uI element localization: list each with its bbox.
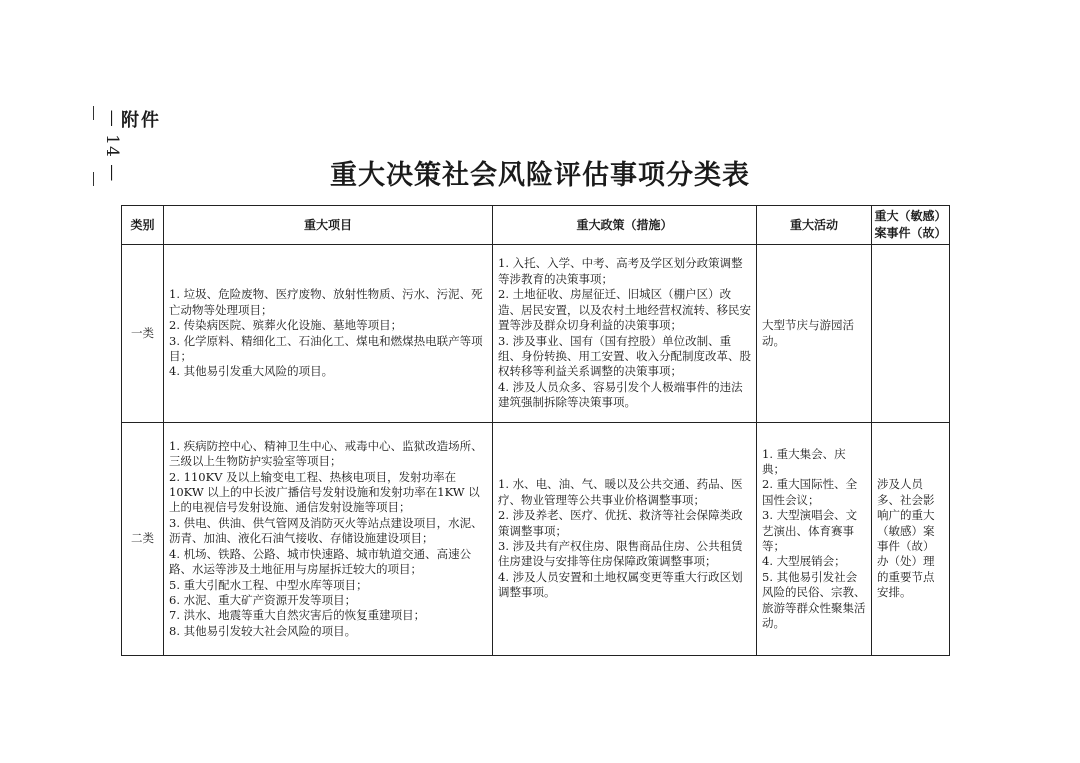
cell-line: 4. 大型展销会； <box>762 554 846 569</box>
cell-line: 3. 涉及共有产权住房、限售商品住房、公共租赁住房建设与安排等住房保障政策调整事项； <box>498 539 743 569</box>
cell-category: 一类 <box>122 245 164 423</box>
cell-line: 5. 其他易引发社会风险的民俗、宗教、旅游等群众性聚集活动。 <box>762 569 866 631</box>
cell-line: 1. 垃圾、危险废物、医疗废物、放射性物质、污水、污泥、死亡动物等处理项目； <box>169 287 483 317</box>
cell-line: 4. 其他易引发重大风险的项目。 <box>169 364 334 379</box>
cell-line: 3. 大型演唱会、文艺演出、体育赛事等； <box>762 508 858 553</box>
cell-line: 7. 洪水、地震等重大自然灾害后的恢复重建项目； <box>169 608 426 623</box>
cell-line: 4. 机场、铁路、公路、城市快速路、城市轨道交通、高速公路、水运等涉及土地征用与房屋拆迁较大的项目； <box>169 546 472 577</box>
header-policies: 重大政策（措施） <box>493 206 757 245</box>
cell-activities <box>757 245 872 423</box>
cell-line: 涉及人员多、社会影响广的重大（敏感）案事件（故）办（处）理的重要节点安排。 <box>877 477 935 600</box>
cell-line: 3. 涉及事业、国有（国有控股）单位改制、重组、身份转换、用工安置、收入分配制度改革、股权转移等利益关系调整的决策事项； <box>498 333 751 379</box>
cell-line: 1. 重大集会、庆典； <box>762 446 846 476</box>
cell-incidents <box>872 423 950 656</box>
attachment-label: 附件 <box>121 110 161 131</box>
risk-classification-table <box>121 205 950 656</box>
cell-policies <box>493 245 757 423</box>
table-header-row <box>122 206 950 245</box>
cell-line: 5. 重大引配水工程、中型水库等项目； <box>169 577 368 592</box>
cell-line: 3. 化学原料、精细化工、石油化工、煤电和燃煤热电联产等项目； <box>169 333 483 363</box>
cell-line: 1. 水、电、油、气、暖以及公共交通、药品、医疗、物业管理等公共事业价格调整事项； <box>498 477 743 507</box>
cell-line: 2. 涉及养老、医疗、优抚、救济等社会保障类政策调整事项； <box>498 508 743 538</box>
cell-activities <box>757 423 872 656</box>
cell-category: 二类 <box>122 423 164 656</box>
header-projects: 重大项目 <box>164 206 493 245</box>
page-number-dash-top <box>93 106 94 120</box>
cell-line: 2. 110KV 及以上输变电工程、热核电项目，发射功率在10KW 以上的中长波广播信号发射设施和发射功率在1KW 以上的电视信号发射设施、通信发射设施等项目； <box>169 469 480 515</box>
cell-line: 1. 入托、入学、中考、高考及学区划分政策调整等涉教育的决策事项； <box>498 256 743 286</box>
cell-line: 4. 涉及人员安置和土地权属变更等重大行政区划调整事项。 <box>498 569 743 600</box>
page-number-text: — 14 — <box>102 109 123 183</box>
header-incidents: 重大（敏感）案事件（故） <box>872 206 950 245</box>
cell-line: 3. 供电、供油、供气管网及消防灭火等站点建设项目，水泥、沥青、加油、液化石油气接收、存储设施建设项目； <box>169 515 483 546</box>
cell-line: 4. 涉及人员众多、容易引发个人极端事件的违法建筑强制拆除等决策事项。 <box>498 379 743 410</box>
header-activities: 重大活动 <box>757 206 872 245</box>
cell-line: 8. 其他易引发较大社会风险的项目。 <box>169 623 357 638</box>
cell-incidents <box>872 245 950 423</box>
cell-line: 2. 传染病医院、殡葬火化设施、墓地等项目； <box>169 318 403 333</box>
cell-line: 1. 疾病防控中心、精神卫生中心、戒毒中心、监狱改造场所、三级以上生物防护实验室等项目； <box>169 438 483 469</box>
cell-projects <box>164 245 493 423</box>
cell-line: 大型节庆与游园活动。 <box>762 318 854 348</box>
header-category: 类别 <box>122 206 164 245</box>
table-row <box>122 423 950 656</box>
table-row <box>122 245 950 423</box>
cell-line: 2. 重大国际性、全国性会议； <box>762 477 858 507</box>
cell-projects <box>164 423 493 656</box>
document-title: 重大决策社会风险评估事项分类表 <box>330 160 750 191</box>
cell-policies <box>493 423 757 656</box>
cell-line: 2. 土地征收、房屋征迁、旧城区（棚户区）改造、居民安置，以及农村土地经营权流转、移民安置等涉及群众切身利益的决策事项； <box>498 287 751 333</box>
cell-line: 6. 水泥、重大矿产资源开发等项目； <box>169 592 357 607</box>
